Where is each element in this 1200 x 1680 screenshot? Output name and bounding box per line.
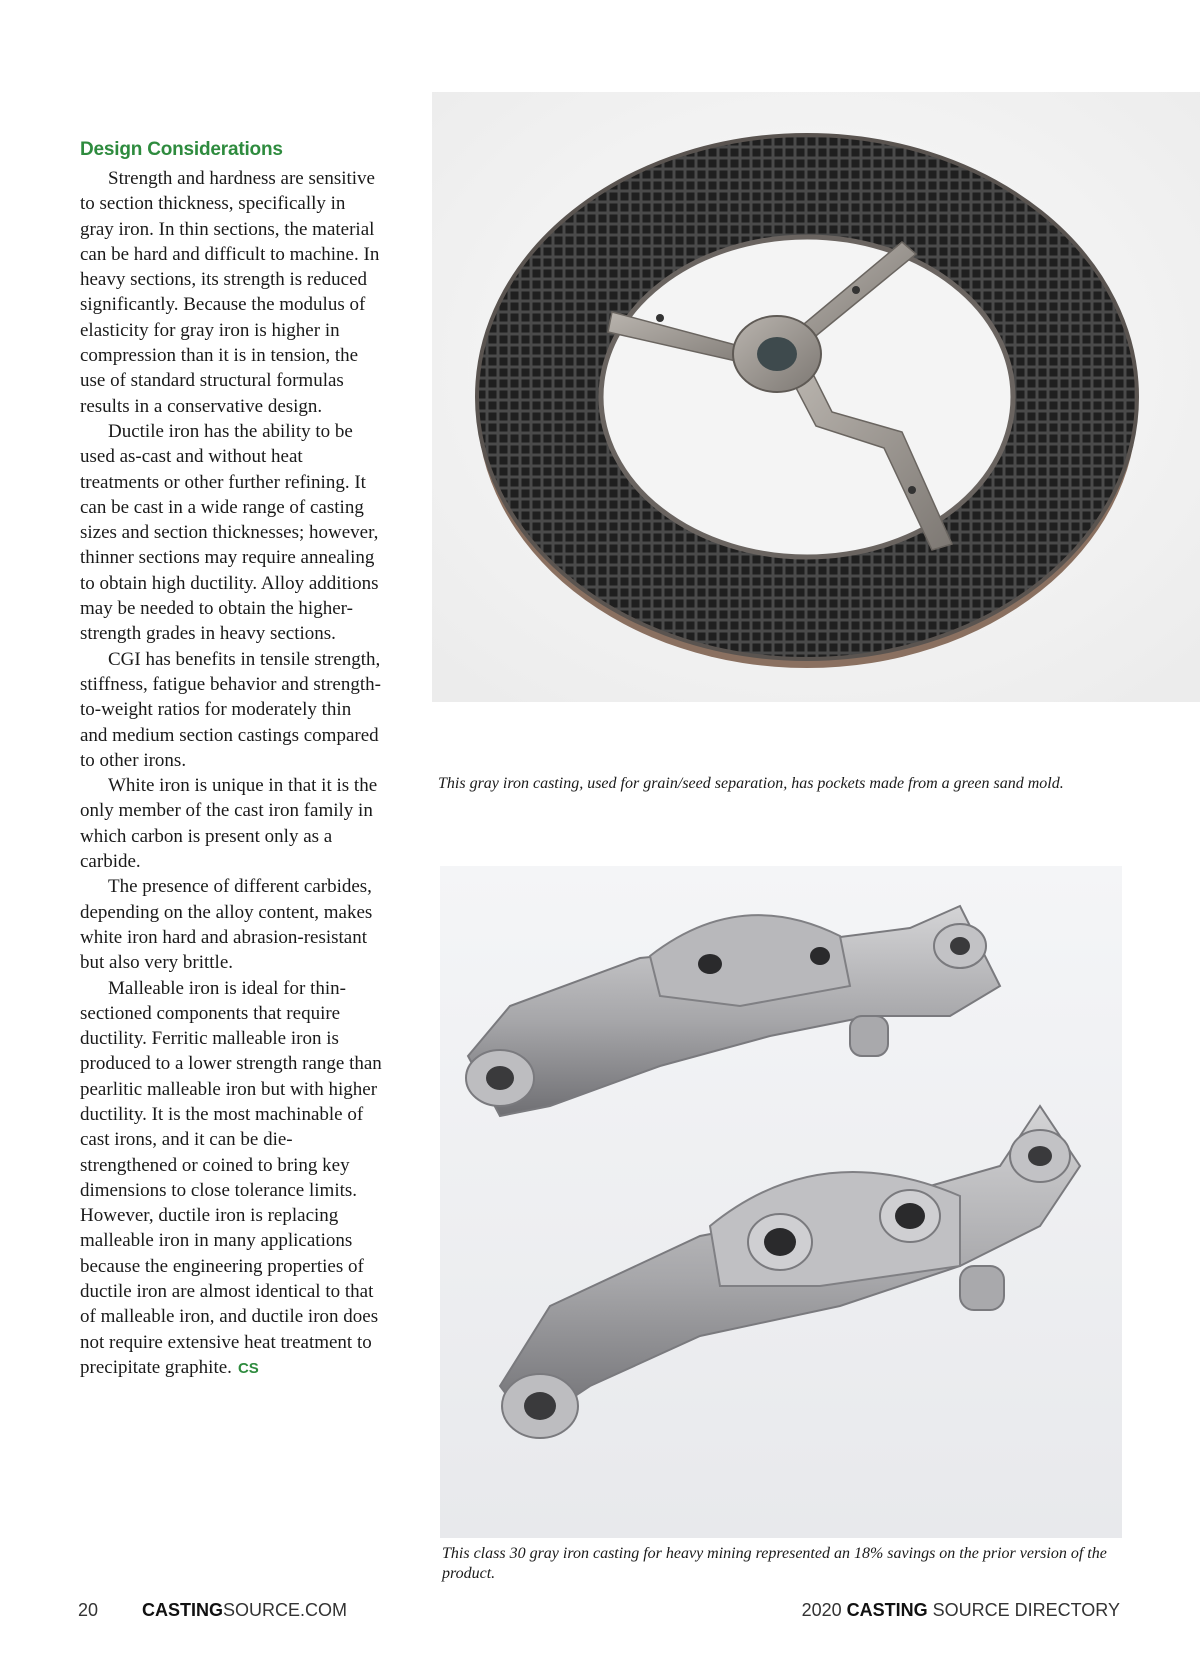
paragraph-white-iron: White iron is unique in that it is the only member of the cast iron family in which carbon is present only as a carbide. (80, 775, 378, 873)
mining-casting-illustration (440, 866, 1122, 1538)
footer-directory-regular: SOURCE DIRECTORY (927, 1600, 1120, 1620)
paragraph-ductile-iron: Ductile iron has the ability to be used as-cast and without heat treatments or other further refining. It can be cast in a wide range of casting sizes and section thicknesses; however, thinner sections may require annealing to obtain high ductility. Alloy additions may be needed to obtain the higher-strength grades in heavy sections. (80, 420, 379, 645)
section-heading: Design Considerations (80, 139, 283, 160)
page-number: 20 (78, 1600, 99, 1620)
paragraph-carbides: The presence of different carbides, depending on the alloy content, makes white iron hard and abrasion-resistant but also very brittle. (80, 876, 373, 974)
footer-brand-bold: CASTING (142, 1600, 224, 1620)
article-column (80, 138, 382, 1381)
ring-casting-illustration (432, 92, 1200, 702)
paragraph-cgi: CGI has benefits in tensile strength, stiffness, fatigue behavior and strength-to-weight ratios for moderately thin and medium section castings compared to other irons. (80, 648, 381, 771)
paragraph-malleable-iron (80, 976, 382, 1382)
figure-caption-2: This class 30 gray iron casting for heavy mining represented an 18% savings on the prior version of the product. (442, 1545, 1107, 1582)
paragraph-malleable-text: Malleable iron is ideal for thin-sectioned components that require ductility. Ferritic malleable iron is produced to a lower strength range than pearlitic malleable iron but with higher ductility. It is the most machinable of cast irons, and it can be die-strengthened or coined to bring key dimensions to close tolerance limits. However, ductile iron is replacing malleable iron in many applications because the engineering properties of ductile iron are almost identical to that of malleable iron, and ductile iron does not require extensive heat treatment to precipitate graphite. (80, 977, 382, 1378)
mining-casting-photo (440, 866, 1122, 1538)
footer-left (78, 1600, 347, 1621)
footer-year: 2020 (801, 1600, 847, 1620)
footer-brand-regular: SOURCE.COM (223, 1600, 348, 1620)
end-mark: CS (237, 1359, 259, 1377)
figure-caption-1: This gray iron casting, used for grain/seed separation, has pockets made from a green sand mold. (438, 775, 1064, 792)
paragraph-strength: Strength and hardness are sensitive to section thickness, specifically in gray iron. In thin sections, the material can be hard and difficult to machine. In heavy sections, its strength is reduced significantly. Because the modulus of elasticity for gray iron is higher in compression than it is in tension, the use of standard structural formulas results in a conservative design. (80, 168, 380, 417)
footer-directory-bold: CASTING (846, 1600, 928, 1620)
footer-right (802, 1600, 1120, 1621)
ring-casting-photo (432, 92, 1200, 702)
